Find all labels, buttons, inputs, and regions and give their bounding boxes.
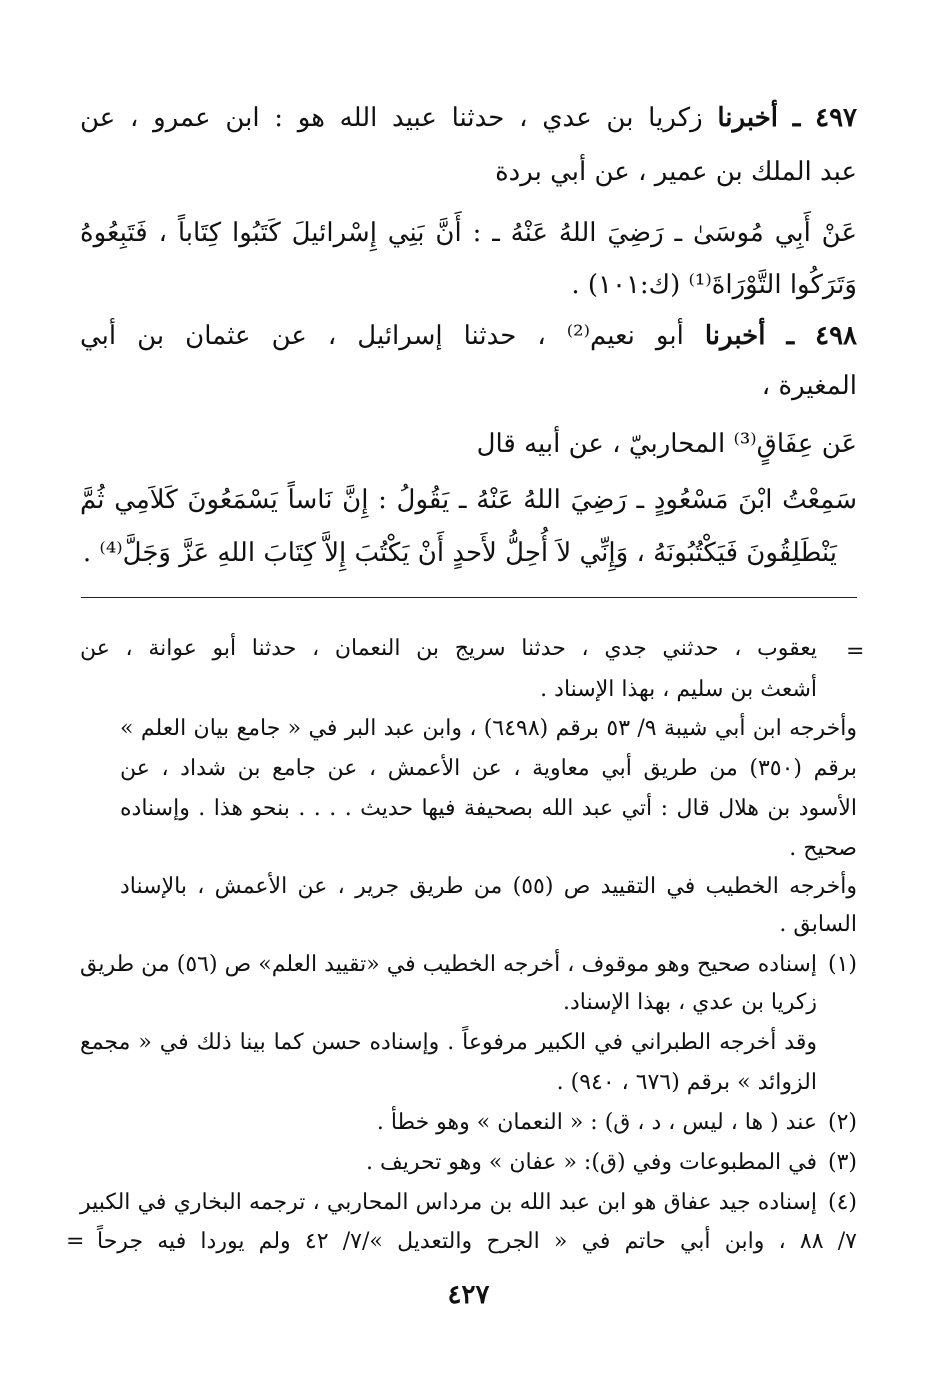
- footnote-cont-line: صحيح .: [789, 836, 857, 861]
- hadith-number: ٤٩٨: [815, 321, 858, 351]
- footnote-cont-line: أشعث بن سليم ، بهذا الإسناد .: [540, 677, 817, 702]
- footnote-4-marker: (٤): [827, 1190, 857, 1215]
- footnote-separator: [81, 597, 857, 598]
- continuation-mark: =: [846, 639, 865, 664]
- hadith-498-line-2: المغيرة ،: [761, 371, 857, 401]
- footnote-cont-line: السابق .: [779, 912, 857, 937]
- footnote-cont-line: برقم (٣٥٠) من طريق أبي معاوية ، عن الأعمش ، عن جامع بن شداد ، عن: [120, 756, 857, 781]
- footnote-cont-line: الأسود بن هلال قال : أتي عبد الله بصحيفة فيها حديث . . . . بنحو هذا . وإسناده: [120, 796, 857, 821]
- footnote-1-line: زكريا بن عدي ، بهذا الإسناد.: [562, 990, 817, 1015]
- hadith-497-matn-line-1: عَنْ أَبِي مُوسَىٰ ـ رَضِيَ اللهُ عَنْهُ ـ : أَنَّ بَنِي إِسْرائيلَ كَتَبُوا كِتَاباً ، فَتَبِعُوهُ: [80, 218, 857, 248]
- hadith-498-matn-line-2: يَنْطَلِقُونَ فَيَكْتُبُونَهُ ، وَإِنِّي لاَ أُحِلُّ لأَحدٍ أَنْ يَكْتُبَ إِلاَّ كِتَابَ اللهِ عَزَّ وَجَلَّ⁽⁴⁾ .: [82, 538, 837, 568]
- page-number: ٤٢٧: [447, 1280, 490, 1310]
- hadith-number: ٤٩٧: [815, 103, 858, 133]
- hadith-keyword: أخبرنا: [717, 103, 779, 133]
- hadith-498-line-3: عَن عِفَاقٍ⁽³⁾ المحاربيّ ، عن أبيه قال: [476, 429, 857, 459]
- footnote-1-marker: (١): [827, 952, 857, 977]
- footnote-1-line: إسناده صحيح وهو موقوف ، أخرجه الخطيب في «تقييد العلم» ص (٥٦) من طريق: [80, 952, 817, 977]
- hadith-chain-text: أبو نعيم⁽²⁾ ، حدثنا إسرائيل ، عن عثمان بن أبي: [80, 321, 684, 351]
- hadith-keyword: أخبرنا: [704, 321, 766, 351]
- footnote-3-marker: (٣): [827, 1150, 857, 1175]
- footnote-4-line: إسناده جيد عفاق هو ابن عبد الله بن مرداس المحاربي ، ترجمه البخاري في الكبير: [80, 1190, 817, 1215]
- hadith-498-matn-line-1: سَمِعْتُ ابْنَ مَسْعُودٍ ـ رَضِيَ اللهُ عَنْهُ ـ يَقُولُ : إِنَّ نَاساً يَسْمَعُونَ كَلاَمِي ثُمَّ: [80, 485, 857, 515]
- footnote-2-marker: (٢): [827, 1110, 857, 1135]
- footnote-4-line: ٧/ ٨٨ ، وابن أبي حاتم في « الجرح والتعديل »/٧/ ٤٢ ولم يوردا فيه جرحاً: [97, 1229, 857, 1254]
- hadith-497-matn-line-2: وَتَرَكُوا التَّوْرَاةَ⁽¹⁾ (ك:١٠١) .: [571, 270, 857, 300]
- continuation-mark: =: [66, 1229, 85, 1254]
- footnote-1-line: وقد أخرجه الطبراني في الكبير مرفوعاً . وإسناده حسن كما بينا ذلك في « مجمع: [80, 1030, 817, 1055]
- footnote-cont-line: وأخرجه الخطيب في التقييد ص (٥٥) من طريق جرير ، عن الأعمش ، بالإسناد: [120, 874, 857, 899]
- footnote-3-text: في المطبوعات وفي (ق): « عفان » وهو تحريف .: [365, 1150, 817, 1175]
- hadith-497-line-2: عبد الملك بن عمير ، عن أبي بردة: [495, 157, 857, 187]
- footnote-1-line: الزوائد » برقم (٦٧٦ ، ٩٤٠) .: [556, 1070, 817, 1095]
- footnote-cont-line: وأخرجه ابن أبي شيبة ٩/ ٥٣ برقم (٦٤٩٨) ، وابن عبد البر في « جامع بيان العلم »: [120, 716, 858, 741]
- footnote-cont-line: يعقوب ، حدثني جدي ، حدثنا سريج بن النعمان ، حدثنا أبو عوانة ، عن: [80, 636, 817, 661]
- footnote-2-text: عند ( ها ، ليس ، د ، ق) : « النعمان » وهو خطأ .: [376, 1110, 817, 1135]
- hadith-chain-text: زكريا بن عدي ، حدثنا عبيد الله هو : ابن عمرو ، عن: [80, 103, 703, 133]
- hadith-497-line-1: ٤٩٧ ـ أخبرنا زكريا بن عدي ، حدثنا عبيد الله هو : ابن عمرو ، عن: [80, 103, 858, 133]
- hadith-498-line-1: ٤٩٨ ـ أخبرنا أبو نعيم⁽²⁾ ، حدثنا إسرائيل ، عن عثمان بن أبي: [80, 321, 858, 351]
